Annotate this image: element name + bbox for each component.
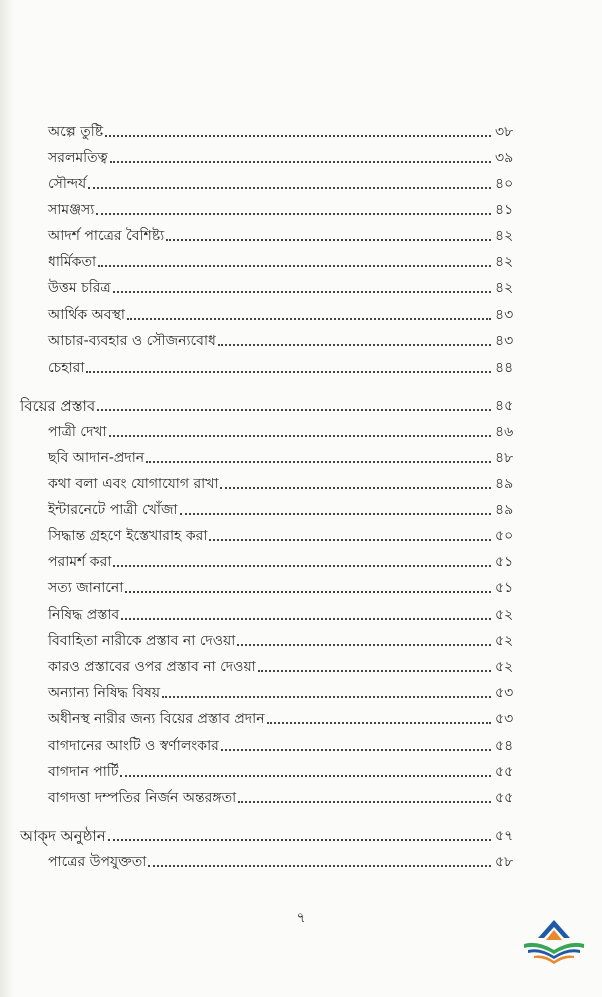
toc-entry-page-number: ৪৩ <box>495 307 514 323</box>
toc-section-heading <box>20 391 525 415</box>
toc-entry <box>48 169 525 193</box>
toc-entry <box>48 600 525 624</box>
toc-entry-title: বিবাহিতা নারীকে প্রস্তাব না দেওয়া <box>48 633 236 649</box>
toc-entry-title: পরামর্শ করা <box>48 554 112 570</box>
toc-entry <box>48 652 525 676</box>
toc-entry-title: সত্য জানানো <box>48 580 124 596</box>
toc-entry <box>48 195 525 219</box>
toc-entry <box>48 757 525 781</box>
toc-entry-page-number: ৫২ <box>495 607 514 623</box>
toc-entry-title: নিষিদ্ধ প্রস্তাব <box>48 607 120 623</box>
toc-entry-page-number: ৪৯ <box>495 476 514 492</box>
toc-entry-title: পাত্রের উপযুক্ততা <box>48 854 147 870</box>
toc-entry-title: অল্পে তুষ্টি <box>48 124 104 140</box>
toc-entry <box>48 469 525 493</box>
dot-leader <box>148 865 491 867</box>
toc-entry-title: বাগদানের আংটি ও স্বর্ণালংকার <box>48 738 219 754</box>
toc-entry-title: বিয়ের প্রস্তাব <box>20 397 96 415</box>
dot-leader <box>166 239 491 241</box>
toc-entry <box>48 573 525 597</box>
toc-entry-title: বাগদত্তা দম্পতির নির্জন অন্তরঙ্গতা <box>48 790 237 806</box>
toc-entry <box>48 521 525 545</box>
toc-entry <box>48 783 525 807</box>
toc-entry <box>48 247 525 271</box>
dot-leader <box>267 722 491 724</box>
dot-leader <box>113 291 491 293</box>
toc-entry-page-number: ৪৩ <box>495 333 514 349</box>
dot-leader <box>97 409 491 411</box>
toc-entry-title: বাগদান পার্টি <box>48 764 119 780</box>
toc-entry-page-number: ৫৪ <box>495 738 514 754</box>
toc-entry <box>48 117 525 141</box>
dot-leader <box>146 461 491 463</box>
dot-leader <box>258 670 491 672</box>
dot-leader <box>221 749 491 751</box>
toc-entry <box>48 417 525 441</box>
dot-leader <box>238 801 491 803</box>
toc-entry <box>48 273 525 297</box>
toc-entry-page-number: ৫৩ <box>495 711 514 727</box>
toc-entry-page-number: ৫৭ <box>495 828 514 844</box>
toc-entry-title: আর্থিক অবস্থা <box>48 307 125 323</box>
dot-leader <box>110 161 491 163</box>
dot-leader <box>125 591 491 593</box>
dot-leader <box>98 265 491 267</box>
toc-entry-page-number: ৪০ <box>495 176 514 192</box>
toc-entry-page-number: ৩৮ <box>495 124 514 140</box>
toc-entry-title: সামঞ্জস্য <box>48 202 95 218</box>
toc-entry-page-number: ৪২ <box>495 280 514 296</box>
toc-entry-page-number: ৪২ <box>495 254 514 270</box>
toc-entry-title: ছবি আদান-প্রদান <box>48 450 145 466</box>
toc-entry-page-number: ৫১ <box>495 554 514 570</box>
toc-entry-title: আচার-ব্যবহার ও সৌজন্যবোধ <box>48 333 216 349</box>
toc-entry-title: সৌন্দর্য <box>48 176 87 192</box>
toc-entry-page-number: ৫২ <box>495 633 514 649</box>
toc-entry-page-number: ৪৬ <box>495 424 514 440</box>
dot-leader <box>237 644 491 646</box>
toc-entry <box>48 143 525 167</box>
toc-entry <box>48 326 525 350</box>
toc-entry-title: কথা বলা এবং যোগাযোগ রাখা <box>48 476 219 492</box>
toc-entry-title: সরলমতিত্ব <box>48 150 108 166</box>
dot-leader <box>109 435 491 437</box>
toc-entry-page-number: ৫১ <box>495 580 514 596</box>
page-edge <box>0 0 14 997</box>
dot-leader <box>108 839 491 841</box>
toc-entry-page-number: ৫৩ <box>495 685 514 701</box>
toc-entry-title: সিদ্ধান্ত গ্রহণে ইস্তেখারাহ করা <box>48 528 208 544</box>
dot-leader <box>96 213 491 215</box>
dot-leader <box>127 318 491 320</box>
toc-entry-title: আক্‌দ অনুষ্ঠান <box>20 827 106 845</box>
publisher-logo-icon <box>518 916 590 974</box>
toc-entry-page-number: ৩৯ <box>495 150 514 166</box>
dot-leader <box>121 618 491 620</box>
toc-entry <box>48 626 525 650</box>
toc-entry <box>48 495 525 519</box>
toc-entry <box>48 847 525 871</box>
dot-leader <box>86 371 491 373</box>
toc-entry <box>48 221 525 245</box>
toc-entry <box>48 300 525 324</box>
toc-entry <box>48 704 525 728</box>
dot-leader <box>218 344 491 346</box>
toc-entry-title: উত্তম চরিত্র <box>48 280 111 296</box>
toc-entry <box>48 731 525 755</box>
toc-entry <box>48 547 525 571</box>
toc-entry-page-number: ৪১ <box>495 202 514 218</box>
dot-leader <box>88 187 491 189</box>
dot-leader <box>105 135 491 137</box>
toc-entry-title: অন্যান্য নিষিদ্ধ বিষয় <box>48 685 161 701</box>
toc-entry-page-number: ৫৫ <box>495 764 514 780</box>
toc-entry-page-number: ৫৮ <box>495 854 514 870</box>
dot-leader <box>220 487 491 489</box>
toc-entry <box>48 353 525 377</box>
toc-entry <box>48 443 525 467</box>
dot-leader <box>162 696 491 698</box>
toc-entry-title: কারও প্রস্তাবের ওপর প্রস্তাব না দেওয়া <box>48 659 256 675</box>
dot-leader <box>113 565 491 567</box>
toc-entry-page-number: ৫২ <box>495 659 514 675</box>
dot-leader <box>209 539 491 541</box>
toc-entry-title: চেহারা <box>48 360 85 376</box>
dot-leader <box>120 775 491 777</box>
toc-entry-title: পাত্রী দেখা <box>48 424 107 440</box>
dot-leader <box>180 513 491 515</box>
toc-section-heading <box>20 821 525 845</box>
toc-entry-page-number: ৪৯ <box>495 502 514 518</box>
toc-entry-page-number: ৪৫ <box>495 398 514 414</box>
toc-entry-page-number: ৪৮ <box>495 450 514 466</box>
toc-entry-title: আদর্শ পাত্রের বৈশিষ্ট্য <box>48 228 165 244</box>
toc-entry-page-number: ৪২ <box>495 228 514 244</box>
page-number: ৭ <box>296 910 306 926</box>
toc-entry-page-number: ৫০ <box>495 528 514 544</box>
toc-entry-title: ধার্মিকতা <box>48 254 97 270</box>
toc-entry-title: ইন্টারনেটে পাত্রী খোঁজা <box>48 502 178 518</box>
toc-entry <box>48 678 525 702</box>
toc-entry-page-number: ৫৫ <box>495 790 514 806</box>
toc-entry-page-number: ৪৪ <box>495 360 514 376</box>
toc-entry-title: অধীনস্থ নারীর জন্য বিয়ের প্রস্তাব প্রদান <box>48 711 265 727</box>
